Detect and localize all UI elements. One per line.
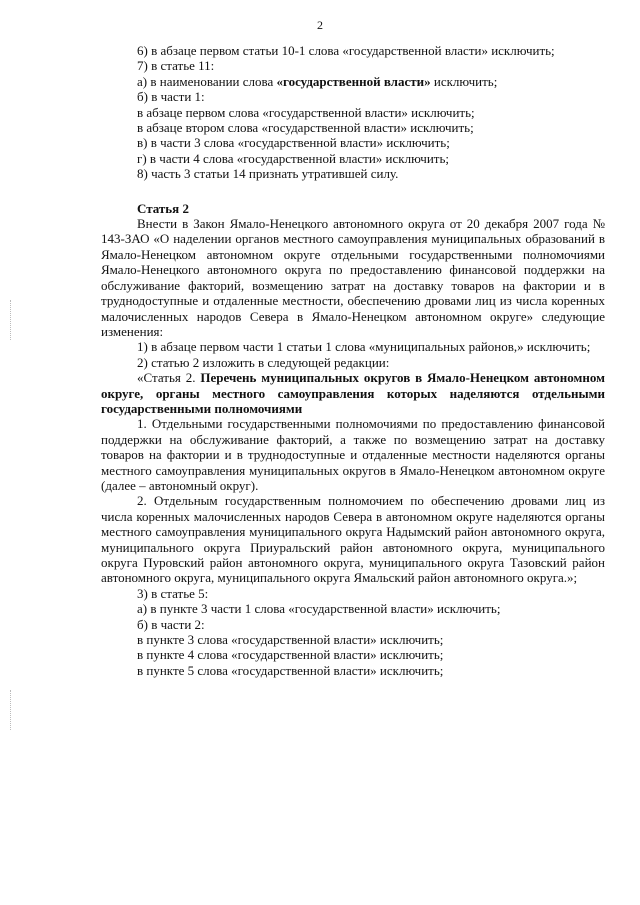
change-1: 1) в абзаце первом части 1 статьи 1 слова «муниципальных районов,» исключить; bbox=[137, 339, 591, 355]
list-item: в пункте 5 слова «государственной власти» исключить; bbox=[137, 662, 444, 678]
article-intro: Внести в Закон Ямало-Ненецкого автономного округа от 20 декабря 2007 года № 143-ЗАО «О наделении органов местного самоуправления муниципальных образований в Ямало-Ненецком автономном округе отдельными государственными полномочиями Ямало-Ненецкого автономного округа по предоставлению финансовой поддержки на обслуживание факторий, возмещению затрат на доставку товаров на фактории и в труднодоступные и отдаленные местности, обеспечению дровами лиц из числа коренных малочисленных народов Севера в Ямало-Ненецком автономном округе» следующие изменения: bbox=[101, 216, 605, 339]
margin-binding-dots bbox=[10, 300, 12, 340]
list-item: в пункте 3 слова «государственной власти» исключить; bbox=[137, 632, 444, 648]
list-item: б) в части 2: bbox=[137, 616, 205, 632]
list-item: 8) часть 3 статьи 14 признать утратившей силу. bbox=[137, 166, 399, 182]
item-7: 7) в статье 11: bbox=[137, 58, 215, 74]
list-item: а) в пункте 3 части 1 слова «государственной власти» исключить; bbox=[137, 601, 501, 617]
item-6: 6) в абзаце первом статьи 10-1 слова «государственной власти» исключить; bbox=[137, 43, 555, 58]
document-body bbox=[101, 43, 605, 678]
list-item: г) в части 4 слова «государственной власти» исключить; bbox=[137, 150, 450, 166]
list-item: 3) в статье 5: bbox=[137, 585, 209, 601]
list-item: в абзаце первом слова «государственной власти» исключить; bbox=[137, 104, 475, 120]
item-7a: а) в наименовании слова «государственной власти» исключить; bbox=[137, 73, 498, 89]
paragraph-1: 1. Отдельными государственными полномочиями по предоставлению финансовой поддержки на обслуживание факторий, а также по возмещению затрат на доставку товаров на фактории и в труднодоступные и отдаленные местности наделяются органы местного самоуправления муниципальных округов в Ямало-Ненецком автономном округе (далее – автономный округ). bbox=[101, 416, 605, 493]
list-item: в пункте 4 слова «государственной власти» исключить; bbox=[137, 647, 444, 663]
paragraph-2: 2. Отдельным государственным полномочием по обеспечению дровами лиц из числа коренных малочисленных народов Севера в автономном округе наделяются органы местного самоуправления муниципального округа Надымский район автономного округа, муниципального округа Приуральский район автономного округа, муниципального округа Пуровский район автономного округа, муниципального округа Тазовский район автономного округа, муниципального округа Ямальский район автономного округа.»; bbox=[101, 493, 605, 586]
quoted-article-heading: «Статья 2. Перечень муниципальных округов в Ямало-Ненецком автономном округе, органы местного самоуправления которых наделяются отдельными государственными полномочиями bbox=[101, 370, 605, 416]
article-title: Статья 2 bbox=[137, 200, 189, 216]
page-number: 2 bbox=[317, 18, 323, 32]
list-item: в абзаце втором слова «государственной власти» исключить; bbox=[137, 120, 474, 136]
margin-binding-dots bbox=[10, 690, 12, 730]
change-2: 2) статью 2 изложить в следующей редакции: bbox=[137, 354, 390, 370]
list-item: в) в части 3 слова «государственной власти» исключить; bbox=[137, 135, 450, 151]
list-item: б) в части 1: bbox=[137, 89, 205, 105]
